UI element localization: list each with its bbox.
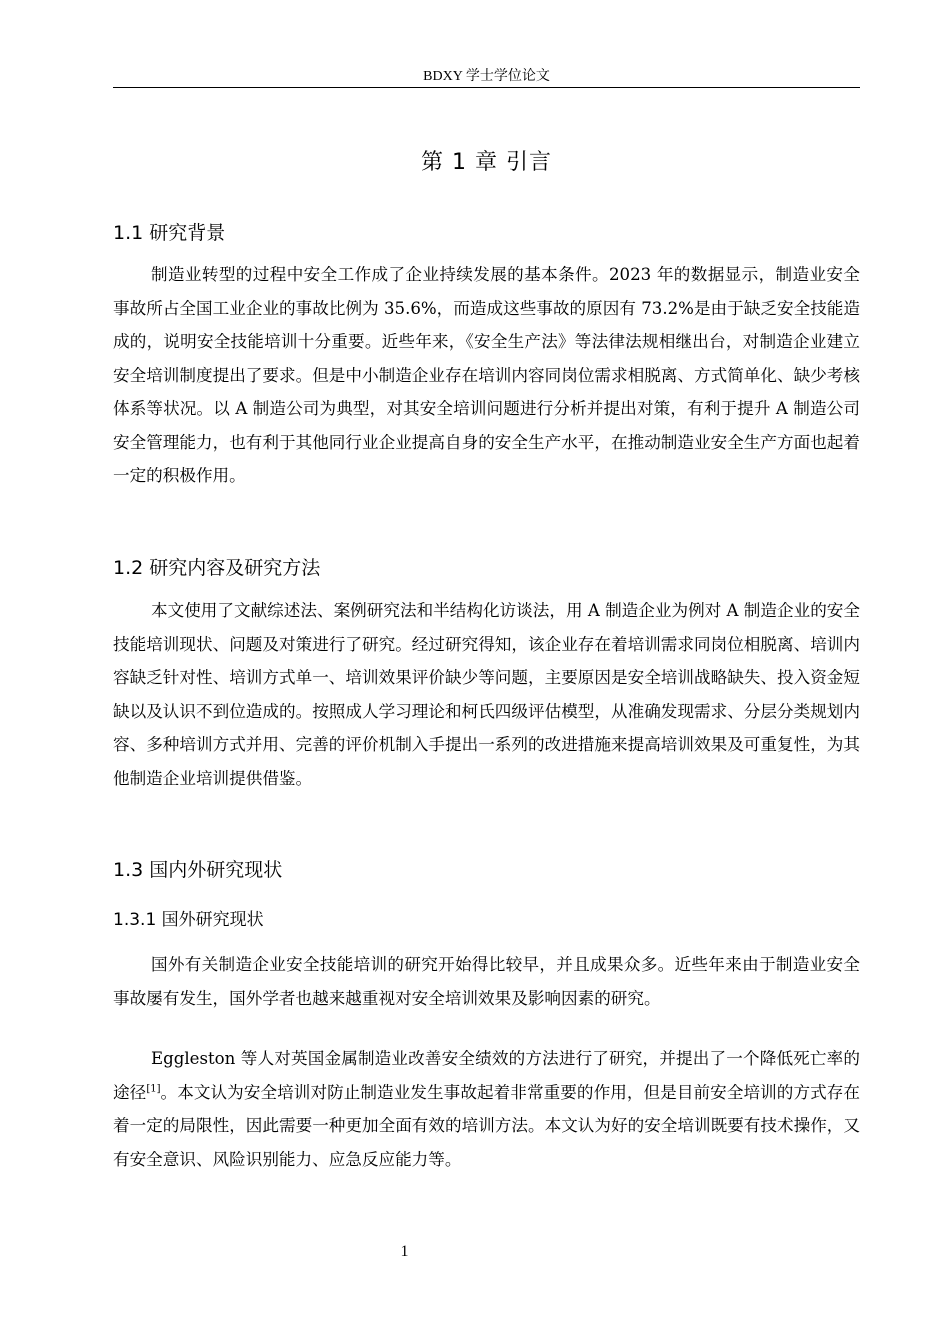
header-rule [113,87,860,88]
section-heading-1-1: 1.1 研究背景 [113,222,226,244]
paragraph-2-text-a: Eggleston 等人对英国金属制造业改善安全绩效的方法进行了研究，并提出了一个降低死亡率的途径 [113,1049,860,1102]
page-number: 1 [400,1243,409,1260]
running-header: BDXY 学士学位论文 [423,69,550,84]
section-1-2-paragraph: 本文使用了文献综述法、案例研究法和半结构化访谈法，用 A 制造企业为例对 A 制造企业的安全技能培训现状、问题及对策进行了研究。经过研究得知，该企业存在着培训需求同岗位相脱离、培训内容缺乏针对性、培训方式单一、培训效果评价缺少等问题，主要原因是安全培训战略缺失、投入资金短缺以及认识不到位造成的。按照成人学习理论和柯氏四级评估模型，从准确发现需求、分层分类规划内容、多种培训方式并用、完善的评价机制入手提出一系列的改进措施来提高培训效果及可重复性，为其他制造企业培训提供借鉴。 [113,601,860,788]
paragraph-2-text-b: 。本文认为安全培训对防止制造业发生事故起着非常重要的作用，但是目前安全培训的方式存在着一定的局限性，因此需要一种更加全面有效的培训方法。本文认为好的安全培训既要有技术操作，又有安全意识、风险识别能力、应急反应能力等。 [113,1082,860,1169]
subsection-heading-1-3-1: 1.3.1 国外研究现状 [113,910,264,930]
section-1-3-1-paragraph-2 [113,1042,860,1176]
chapter-title: 第 1 章 引言 [421,150,552,175]
section-1-1-paragraph: 制造业转型的过程中安全工作成了企业持续发展的基本条件。2023 年的数据显示，制造业安全事故所占全国工业企业的事故比例为 35.6%，而造成这些事故的原因有 73.2%是由于缺乏安全技能造成的，说明安全技能培训十分重要。近些年来，《安全生产法》等法律法规相继出台，对制造企业建立安全培训制度提出了要求。但是中小制造企业存在培训内容同岗位需求相脱离、方式简单化、缺少考核体系等状况。以 A 制造公司为典型，对其安全培训问题进行分析并提出对策，有利于提升 A 制造公司安全管理能力，也有利于其他同行业企业提高自身的安全生产水平，在推动制造业安全生产方面也起着一定的积极作用。 [113,265,860,485]
section-1-3-1-paragraph-1: 国外有关制造企业安全技能培训的研究开始得比较早，并且成果众多。近些年来由于制造业安全事故屡有发生，国外学者也越来越重视对安全培训效果及影响因素的研究。 [113,955,860,1008]
section-heading-1-3: 1.3 国内外研究现状 [113,859,283,881]
section-heading-1-2: 1.2 研究内容及研究方法 [113,557,321,579]
citation-reference: [1] [146,1082,161,1094]
